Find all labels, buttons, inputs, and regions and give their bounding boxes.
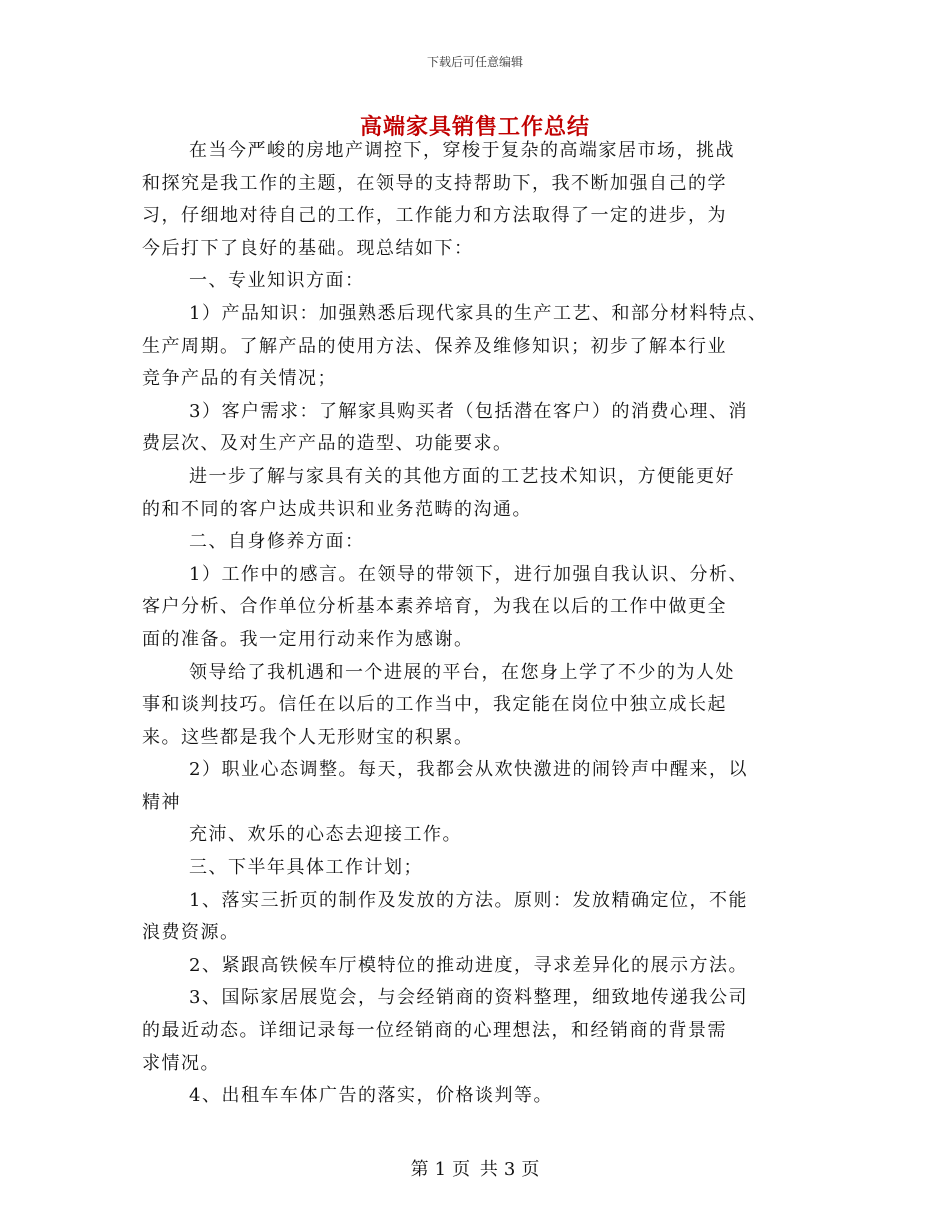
paragraph: [142, 819, 822, 852]
paragraph: [142, 950, 822, 983]
footer-middle: 页 共: [452, 1159, 498, 1180]
paragraph-line: 生产周期。了解产品的使用方法、保养及维修知识；初步了解本行业: [142, 335, 727, 357]
paragraph-line: 的最近动态。详细记录每一位经销商的心理想法，和经销商的背景需: [142, 1020, 727, 1042]
page-header-note: 下载后可任意编辑: [426, 55, 523, 69]
paragraph-line: 习，仔细地对待自己的工作，工作能力和方法取得了一定的进步，为: [142, 205, 727, 227]
paragraph-line: 进一步了解与家具有关的其他方面的工艺技术知识，方便能更好: [189, 465, 735, 487]
paragraph: [142, 461, 822, 526]
paragraph-line: 领导给了我机遇和一个进展的平台，在您身上学了不少的为人处: [189, 661, 735, 683]
paragraph-line: 和探究是我工作的主题，在领导的支持帮助下，我不断加强自己的学: [142, 172, 727, 194]
paragraph-line: 2、紧跟高铁候车厅模特位的推动进度，寻求差异化的展示方法。: [189, 954, 748, 976]
paragraph: [142, 298, 822, 396]
paragraph-line: 3、国际家居展览会，与会经销商的资料整理，细致地传递我公司: [189, 987, 748, 1009]
paragraph: [142, 396, 822, 461]
paragraph-line: 竞争产品的有关情况；: [142, 368, 337, 390]
page-footer: [0, 1155, 950, 1181]
paragraph: [142, 852, 822, 885]
paragraph-line: 事和谈判技巧。信任在以后的工作当中，我定能在岗位中独立成长起: [142, 694, 727, 716]
paragraph: [142, 1080, 822, 1113]
paragraph-line: 三、下半年具体工作计划；: [189, 857, 423, 879]
paragraph-line: 1）工作中的感言。在领导的带领下，进行加强自我认识、分析、: [189, 563, 748, 585]
paragraph-line: 精神: [142, 791, 181, 813]
paragraph-line: 的和不同的客户达成共识和业务范畴的沟通。: [142, 498, 532, 520]
paragraph: [142, 657, 822, 755]
paragraph-line: 求情况。: [142, 1052, 220, 1074]
paragraph-line: 客户分析、合作单位分析基本素养培育，为我在以后的工作中做更全: [142, 596, 727, 618]
footer-total-pages: 3: [503, 1159, 516, 1180]
footer-prefix: 第: [410, 1159, 429, 1180]
footer-page-number: 1: [434, 1159, 447, 1180]
paragraph: [142, 559, 822, 657]
paragraph-line: 费层次、及对生产产品的造型、功能要求。: [142, 433, 513, 455]
paragraph-line: 在当今严峻的房地产调控下，穿梭于复杂的高端家居市场，挑战: [189, 140, 735, 161]
paragraph: [142, 526, 822, 559]
paragraph: [142, 135, 822, 265]
paragraph-line: 今后打下了良好的基础。现总结如下：: [142, 237, 474, 259]
paragraph-line: 1、落实三折页的制作及发放的方法。原则：发放精确定位，不能: [189, 889, 748, 911]
paragraph-line: 面的准备。我一定用行动来作为感谢。: [142, 628, 474, 650]
document-title: 高端家具销售工作总结: [359, 114, 590, 140]
paragraph-line: 3）客户需求：了解家具购买者（包括潜在客户）的消费心理、消: [189, 400, 748, 422]
paragraph: [142, 265, 822, 298]
paragraph: [142, 885, 822, 950]
paragraph: [142, 754, 822, 819]
document-body: [142, 135, 822, 1113]
paragraph-line: 4、出租车车体广告的落实，价格谈判等。: [189, 1085, 553, 1107]
paragraph-line: 浪费资源。: [142, 922, 240, 944]
paragraph-line: 一、专业知识方面：: [189, 270, 365, 292]
paragraph: [142, 982, 822, 1080]
paragraph-line: 来。这些都是我个人无形财宝的积累。: [142, 726, 474, 748]
paragraph-line: 1）产品知识：加强熟悉后现代家具的生产工艺、和部分材料特点、: [189, 302, 768, 324]
paragraph-line: 充沛、欢乐的心态去迎接工作。: [189, 824, 462, 846]
paragraph-line: 二、自身修养方面：: [189, 531, 365, 553]
footer-suffix: 页: [521, 1159, 540, 1180]
paragraph-line: 2）职业心态调整。每天，我都会从欢快激进的闹铃声中醒来，以: [189, 759, 748, 781]
